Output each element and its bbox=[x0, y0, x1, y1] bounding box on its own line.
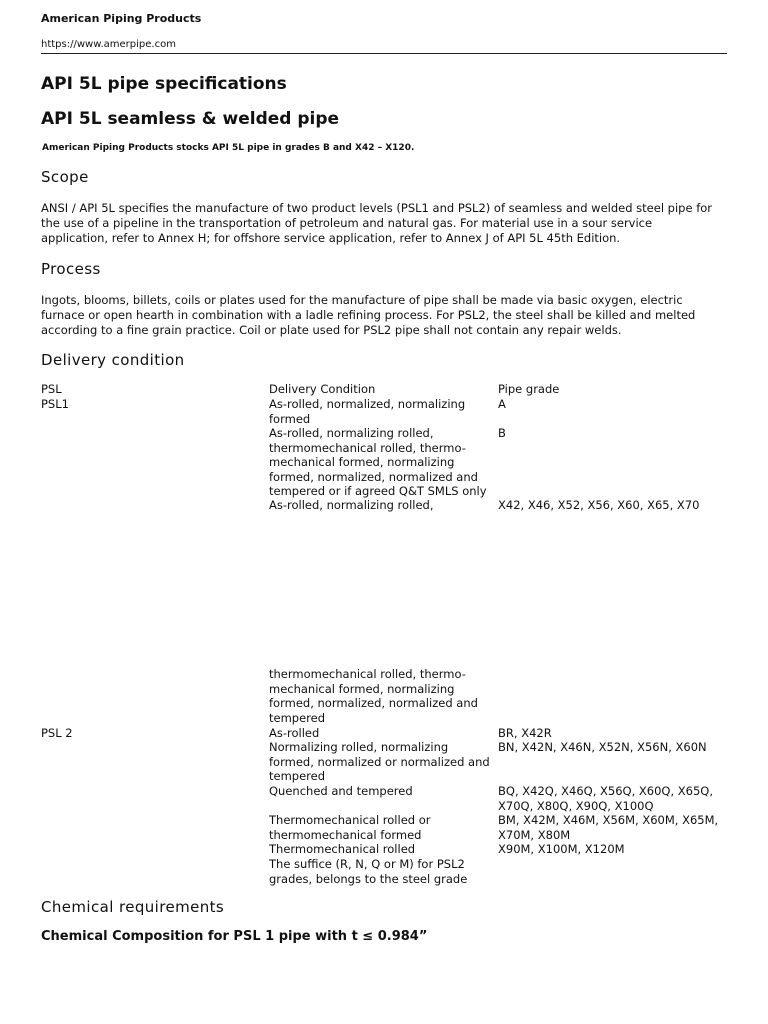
condition-line: Thermomechanical rolled or bbox=[269, 813, 431, 827]
condition-cell bbox=[269, 842, 497, 857]
grade-line: BR, X42R bbox=[498, 726, 552, 740]
condition-cell bbox=[269, 667, 497, 725]
condition-line: thermomechanical rolled, thermo- bbox=[269, 440, 466, 455]
condition-line: As-rolled, normalizing rolled, bbox=[269, 498, 434, 512]
process-paragraph bbox=[41, 293, 727, 338]
grade-line: BM, X42M, X46M, X56M, X60M, X65M, bbox=[498, 813, 719, 827]
condition-line: The suffice (R, N, Q or M) for PSL2 bbox=[269, 857, 465, 871]
grade-cell bbox=[498, 784, 730, 813]
grade-cell bbox=[498, 842, 730, 857]
process-line: according to a fine grain practice. Coil or plate used for PSL2 pipe shall not contain any repair welds. bbox=[41, 323, 622, 337]
condition-line: As-rolled, normalizing rolled, bbox=[269, 426, 434, 440]
condition-line: tempered bbox=[269, 769, 326, 783]
condition-line: Normalizing rolled, normalizing bbox=[269, 740, 449, 754]
delivery-heading: Delivery condition bbox=[41, 351, 185, 369]
page-subtitle: API 5L seamless & welded pipe bbox=[41, 109, 340, 129]
psl-cell: PSL1 bbox=[41, 397, 69, 411]
condition-line: formed, normalized or normalized and bbox=[269, 754, 490, 769]
condition-cell bbox=[269, 426, 497, 499]
condition-line: As-rolled bbox=[269, 726, 320, 740]
chemical-heading: Chemical requirements bbox=[41, 898, 225, 916]
condition-line: Quenched and tempered bbox=[269, 784, 413, 798]
grade-cell bbox=[498, 813, 730, 842]
grade-cell bbox=[498, 740, 730, 755]
scope-heading: Scope bbox=[41, 168, 89, 186]
site-url[interactable]: https://www.amerpipe.com bbox=[41, 39, 176, 50]
condition-line: tempered bbox=[269, 710, 326, 725]
process-heading: Process bbox=[41, 260, 101, 278]
condition-cell bbox=[269, 740, 497, 784]
condition-line: formed bbox=[269, 411, 311, 426]
grade-line: BQ, X42Q, X46Q, X56Q, X60Q, X65Q, bbox=[498, 784, 713, 798]
grade-line: X90M, X100M, X120M bbox=[498, 842, 625, 856]
condition-line: mechanical formed, normalizing bbox=[269, 681, 455, 696]
page-title: API 5L pipe specifications bbox=[41, 74, 287, 94]
grade-cell bbox=[498, 498, 730, 513]
grade-cell bbox=[498, 726, 730, 741]
grade-line: A bbox=[498, 397, 506, 411]
stock-tagline: American Piping Products stocks API 5L pipe in grades B and X42 – X120. bbox=[42, 143, 415, 153]
condition-line: thermomechanical rolled, thermo- bbox=[269, 667, 466, 681]
scope-line: ANSI / API 5L specifies the manufacture of two product levels (PSL1 and PSL2) of seamless and welded steel pipe for bbox=[41, 201, 713, 215]
grade-suffix-note bbox=[269, 857, 497, 886]
grade-line: X70M, X80M bbox=[498, 827, 571, 842]
grade-cell bbox=[498, 397, 730, 412]
column-header-pipe-grade: Pipe grade bbox=[498, 382, 560, 396]
grade-line: X70Q, X80Q, X90Q, X100Q bbox=[498, 798, 654, 813]
grade-line: BN, X42N, X46N, X52N, X56N, X60N bbox=[498, 740, 707, 754]
condition-line: tempered or if agreed Q&T SMLS only bbox=[269, 484, 487, 498]
chemical-subheading: Chemical Composition for PSL 1 pipe with t ≤ 0.984” bbox=[41, 929, 428, 944]
condition-cell bbox=[269, 498, 497, 513]
column-header-psl: PSL bbox=[41, 382, 62, 396]
process-line: furnace or open hearth in combination with a ladle refining process. For PSL2, the steel shall be killed and melted bbox=[41, 308, 696, 322]
condition-line: mechanical formed, normalizing bbox=[269, 455, 455, 469]
condition-cell bbox=[269, 813, 497, 842]
header-divider bbox=[41, 53, 727, 54]
condition-cell bbox=[269, 784, 497, 799]
scope-line: the use of a pipeline in the transportation of petroleum and natural gas. For material use in a sour service bbox=[41, 216, 653, 230]
site-name: American Piping Products bbox=[41, 12, 202, 25]
condition-line: As-rolled, normalized, normalizing bbox=[269, 397, 466, 411]
grade-line: B bbox=[498, 426, 506, 440]
condition-line: formed, normalized, normalized and bbox=[269, 696, 478, 710]
scope-paragraph bbox=[41, 201, 727, 246]
process-line: Ingots, blooms, billets, coils or plates used for the manufacture of pipe shall be made via basic oxygen, electric bbox=[41, 293, 683, 307]
condition-line: grades, belongs to the steel grade bbox=[269, 871, 468, 886]
grade-cell bbox=[498, 426, 730, 441]
condition-line: Thermomechanical rolled bbox=[269, 842, 416, 856]
condition-cell bbox=[269, 726, 497, 741]
grade-line: X42, X46, X52, X56, X60, X65, X70 bbox=[498, 498, 700, 512]
condition-line: formed, normalized, normalized and bbox=[269, 469, 478, 484]
condition-cell bbox=[269, 397, 497, 426]
scope-line: application, refer to Annex H; for offshore service application, refer to Annex J of API 5L 45th Edition. bbox=[41, 231, 621, 245]
psl-cell: PSL 2 bbox=[41, 726, 73, 740]
column-header-delivery-condition: Delivery Condition bbox=[269, 382, 376, 396]
condition-line: thermomechanical formed bbox=[269, 827, 422, 842]
